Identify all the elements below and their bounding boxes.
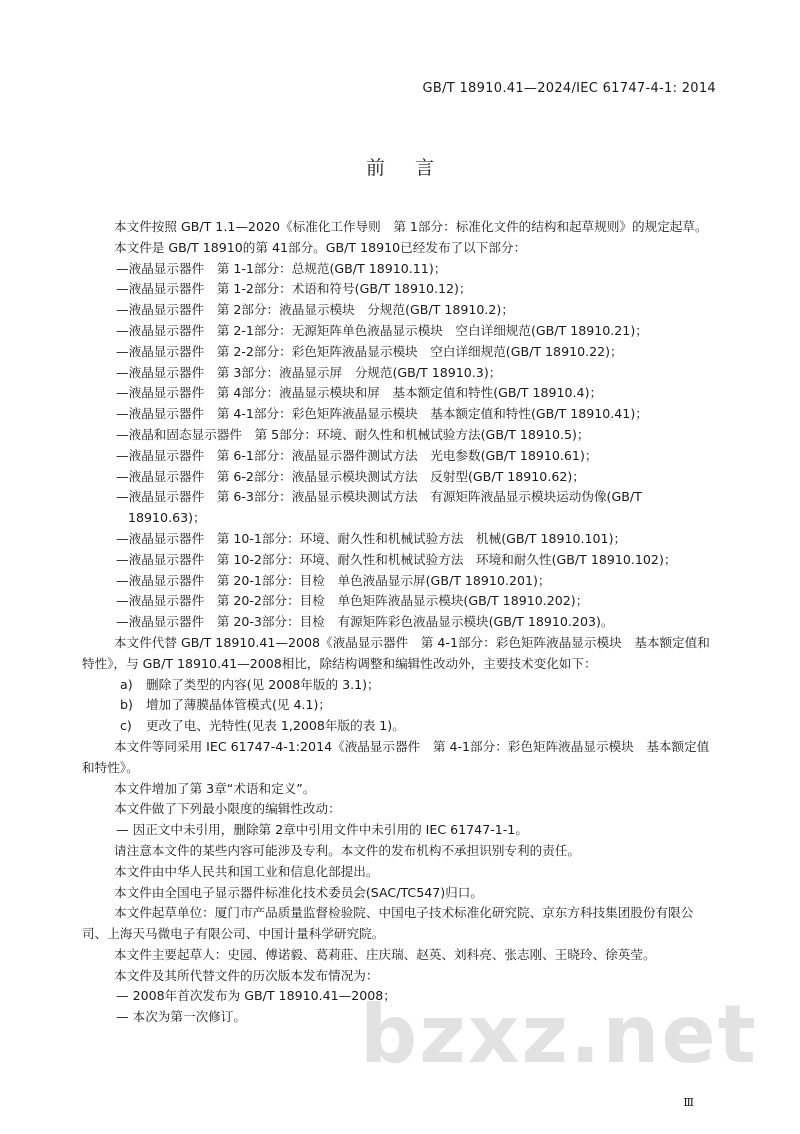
list-item: —液晶显示器件 第 10-2部分：环境、耐久性和机械试验方法 环境和耐久性(GB/T 18910.102)； [116, 551, 677, 567]
list-item: —液晶显示器件 第 3部分：液晶显示屏 分规范(GB/T 18910.3)； [116, 364, 502, 380]
change-item [82, 675, 718, 696]
change-item [82, 695, 718, 716]
standard-number: GB/T 18910.41—2024/IEC 61747-4-1: 2014 [422, 81, 716, 96]
list-item: —液晶显示器件 第 4部分：液晶显示模块和屏 基本额定值和特性(GB/T 18910.4)； [116, 385, 603, 401]
list-item: —液晶显示器件 第 1-1部分：总规范(GB/T 18910.11)； [116, 260, 447, 276]
list-item: — 2008年首次发布为 GB/T 18910.41—2008； [116, 988, 396, 1004]
list-item: — 本次为第一次修订。 [116, 1009, 246, 1025]
list-item: — 因正文中未引用，删除第 2章中引用文件中未引用的 IEC 61747-1-1。 [116, 822, 528, 838]
change-item [82, 716, 718, 737]
list-item: —液晶显示器件 第 4-1部分：彩色矩阵液晶显示模块 基本额定值和特性(GB/T 18910.41)； [116, 406, 648, 422]
page-title: 前言 [365, 157, 464, 179]
change-text: 删除了类型的内容(见 2008年版的 3.1)； [146, 676, 380, 692]
list-item: —液晶显示器件 第 6-2部分：液晶显示模块测试方法 反射型(GB/T 18910.62)； [116, 468, 585, 484]
paragraph: 本文件由中华人民共和国工业和信息化部提出。 [114, 863, 379, 879]
list-item: —液晶显示器件 第 1-2部分：术语和符号(GB/T 18910.12)； [116, 281, 472, 297]
paragraph: 本文件是 GB/T 18910的第 41部分。GB/T 18910已经发布了以下部分： [114, 239, 527, 255]
page-number: Ⅲ [683, 1096, 694, 1109]
change-text: 增加了薄膜晶体管模式(见 4.1)； [146, 697, 331, 713]
list-item: —液晶显示器件 第 2部分：液晶显示模块 分规范(GB/T 18910.2)； [116, 302, 514, 318]
paragraph: 本文件增加了第 3章“术语和定义”。 [114, 780, 316, 796]
change-marker: b) [120, 697, 133, 713]
change-text: 更改了电、光特性(见表 1,2008年版的表 1)。 [146, 718, 405, 734]
paragraph: 本文件主要起草人：史园、傅诺毅、葛莉莊、庄庆瑞、赵英、刘科亮、张志刚、王晓玲、徐英莹。 [114, 946, 656, 962]
list-item: —液晶和固态显示器件 第 5部分：环境、耐久性和机械试验方法(GB/T 18910.5)； [116, 426, 590, 442]
paragraph: 本文件由全国电子显示器件标准化技术委员会(SAC/TC547)归口。 [114, 884, 483, 900]
list-item: —液晶显示器件 第 20-3部分：目检 有源矩阵彩色液晶显示模块(GB/T 18910.203)。 [116, 614, 614, 630]
paragraph: 本文件及其所代替文件的历次版本发布情况为： [114, 967, 379, 983]
list-item: —液晶显示器件 第 2-2部分：彩色矩阵液晶显示模块 空白详细规范(GB/T 18910.22)； [116, 343, 623, 359]
changes-list [82, 675, 718, 737]
paragraph: 本文件等同采用 IEC 61747-4-1:2014《液晶显示器件 第 4-1部分：彩色矩阵液晶显示模块 基本额定值和特性》。 [82, 738, 710, 775]
change-marker: a) [120, 676, 133, 692]
watermark: bzxz.net [360, 988, 758, 1081]
list-item: —液晶显示器件 第 10-1部分：环境、耐久性和机械试验方法 机械(GB/T 18910.101)； [116, 530, 627, 546]
list-item: —液晶显示器件 第 20-2部分：目检 单色矩阵液晶显示模块(GB/T 18910.202)； [116, 593, 589, 609]
paragraph: 本文件起草单位：厦门市产品质量监督检验院、中国电子技术标准化研究院、京东方科技集团股份有限公司、上海天马微电子有限公司、中国计量科学研究院。 [82, 905, 694, 942]
list-item: —液晶显示器件 第 6-3部分：液晶显示模块测试方法 有源矩阵液晶显示模块运动伪像(GB/T 18910.63)； [116, 489, 642, 526]
list-item: —液晶显示器件 第 6-1部分：液晶显示器件测试方法 光电参数(GB/T 18910.61)； [116, 447, 598, 463]
paragraph: 本文件做了下列最小限度的编辑性改动： [114, 801, 341, 817]
paragraph: 本文件按照 GB/T 1.1—2020《标准化工作导则 第 1部分：标准化文件的结构和起草规则》的规定起草。 [114, 219, 708, 234]
change-marker: c) [120, 718, 132, 734]
parts-list [82, 259, 718, 633]
paragraph: 请注意本文件的某些内容可能涉及专利。本文件的发布机构不承担识别专利的责任。 [114, 842, 580, 858]
list-item: —液晶显示器件 第 20-1部分：目检 单色液晶显示屏(GB/T 18910.201)； [116, 572, 551, 588]
list-item: —液晶显示器件 第 2-1部分：无源矩阵单色液晶显示模块 空白详细规范(GB/T 18910.21)； [116, 322, 648, 338]
paragraph: 本文件代替 GB/T 18910.41—2008《液晶显示器件 第 4-1部分：彩色矩阵液晶显示模块 基本额定值和特性》，与 GB/T 18910.41—2008相比，除结构调整和编辑性改动外，主要技术变化如下： [82, 634, 710, 671]
document-body [82, 217, 718, 1028]
